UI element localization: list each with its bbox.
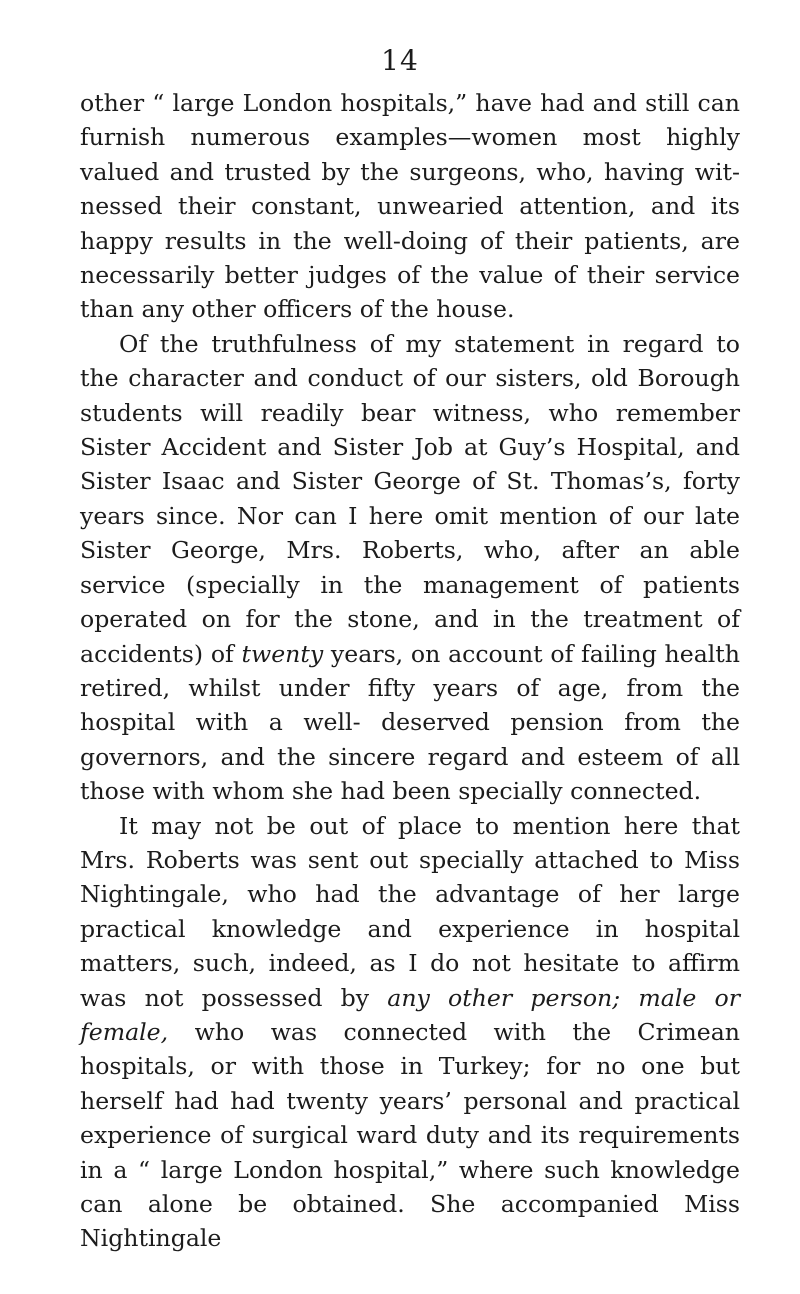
paragraph (80, 86, 740, 327)
text-run: who was connected with the Crimean hospitals, or with those in Turkey; for no one but herself had had twenty years’ personal and practical experience of surgical ward duty and its requirements in a “ large London hospital,” where such knowledge can alone be obtained. She accompanied Miss Nightingale (80, 1017, 740, 1253)
italic-text-run: twenty (241, 639, 324, 668)
page-number: 14 (381, 44, 419, 77)
text-run: years, on account of failing health retired, whilst under fifty years of age, from the hospital with a well- deserved pension from the governors, and the sincere regard and esteem of all those with whom she had been specially connected. (80, 639, 740, 806)
italic-text-run: any other person; male or female, (80, 983, 740, 1046)
text-run: other “ large London hospitals,” have had and still can furnish numerous examples—women most highly valued and trusted by the surgeons, who, having wit- nessed their constant, unwearied attention, and its happy results in the well-doing of their patients, are necessarily better judges of the value of their service than any other officers of the house. (80, 89, 740, 324)
text-run: Of the truthfulness of my statement in regard to the character and conduct of our sisters, old Borough students will readily bear witness, who remember Sister Accident and Sister Job at Guy’s Hospital, and Sister Isaac and Sister George of St. Thomas’s, forty years since. Nor can I here omit mention of our late Sister George, Mrs. Roberts, who, after an able service (specially in the management of patients operated on for the stone, and in the treatment of accidents) of (80, 329, 740, 668)
text-run: It may not be out of place to mention here that Mrs. Roberts was sent out specially attached to Miss Nightingale, who had the advantage of her large practical knowledge and experience in hospital matters, such, indeed, as I do not hesitate to affirm was not possessed by (80, 811, 740, 1012)
body-text (80, 86, 740, 1256)
paragraph (80, 809, 740, 1256)
paragraph (80, 327, 740, 809)
